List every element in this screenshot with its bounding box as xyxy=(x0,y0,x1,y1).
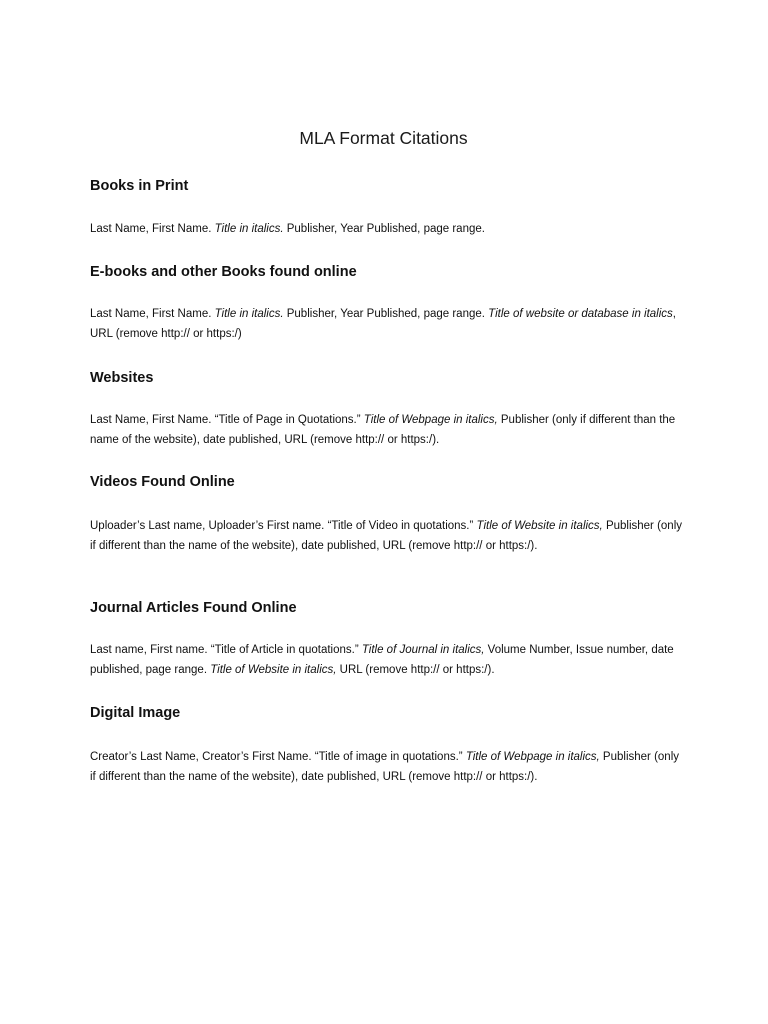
section-ebooks-online xyxy=(90,262,690,344)
citation-italic-part: Title in italics. xyxy=(214,223,284,235)
citation-text-part: Uploader’s Last name, Uploader’s First name. “Title of Video in quotations.” xyxy=(90,520,477,532)
citation-text-part: URL (remove http:// or https:/). xyxy=(336,664,495,676)
section-heading: Videos Found Online xyxy=(90,474,235,490)
citation-text-part: Last Name, First Name. xyxy=(90,223,215,235)
section-heading: Websites xyxy=(90,370,154,386)
citation-format xyxy=(90,516,685,556)
citation-text-part: Publisher (only if different than the name of the website), date published, URL (remove http:// or https:/). xyxy=(90,520,683,552)
citation-text-part: , URL (remove http:// or https:/) xyxy=(90,308,676,340)
citation-text-part: Last Name, First Name. “Title of Page in Quotations.” xyxy=(90,414,364,426)
section-heading: Journal Articles Found Online xyxy=(90,600,297,616)
citation-italic-part: Title of Website in italics, xyxy=(210,664,337,676)
citation-text-part: Last name, First name. “Title of Article in quotations.” xyxy=(90,644,362,656)
section-digital-image xyxy=(90,703,690,787)
citation-text-part: Publisher, Year Published, page range. xyxy=(283,223,485,235)
citation-italic-part: Title of Journal in italics, xyxy=(361,644,485,656)
citation-format xyxy=(90,410,685,450)
citation-italic-part: Title of website or database in italics xyxy=(488,308,673,320)
citation-text-part: Last Name, First Name. xyxy=(90,308,215,320)
section-videos-online xyxy=(90,472,690,556)
citation-format xyxy=(90,219,685,239)
page-title: MLA Format Citations xyxy=(299,128,468,148)
citation-text-part: Creator’s Last Name, Creator’s First Name. “Title of image in quotations.” xyxy=(90,751,466,763)
section-books-in-print xyxy=(90,176,690,239)
citation-format xyxy=(90,304,685,344)
citation-text-part: Publisher (only if different than the name of the website), date published, URL (remove http:// or https:/). xyxy=(90,751,679,783)
citation-italic-part: Title of Webpage in italics, xyxy=(363,414,498,426)
citation-italic-part: Title in italics. xyxy=(214,308,284,320)
citation-italic-part: Title of Website in italics, xyxy=(476,520,603,532)
citation-text-part: Publisher (only if different than the name of the website), date published, URL (remove http:// or https:/). xyxy=(90,414,676,446)
section-heading: Digital Image xyxy=(90,705,181,721)
section-heading: Books in Print xyxy=(90,178,189,194)
section-heading: E-books and other Books found online xyxy=(90,264,357,280)
section-journal-articles-online xyxy=(90,598,690,680)
citation-format xyxy=(90,640,685,680)
citation-text-part: Publisher, Year Published, page range. xyxy=(283,308,489,320)
citation-text-part: Volume Number, Issue number, date published, page range. xyxy=(90,644,674,676)
citation-format xyxy=(90,747,685,787)
section-websites xyxy=(90,368,690,450)
citation-italic-part: Title of Webpage in italics, xyxy=(465,751,600,763)
